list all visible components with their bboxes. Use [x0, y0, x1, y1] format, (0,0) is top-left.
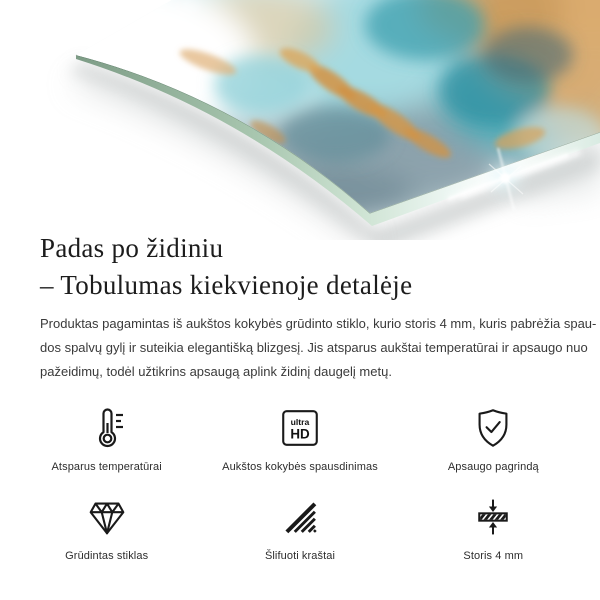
glass-panel-illustration: [0, 0, 600, 240]
feature-tempered-glass: [10, 493, 203, 562]
feature-label: Grūdintas stiklas: [65, 550, 149, 562]
feature-label: Aukštos kokybės spausdinimas: [222, 461, 378, 473]
shield-check-icon: [470, 404, 516, 452]
feature-protects-base: [397, 404, 590, 473]
feature-grid: [10, 404, 590, 562]
product-description: [40, 312, 597, 384]
svg-text:ultra: ultra: [290, 417, 310, 428]
feature-label: Atsparus temperatūrai: [51, 461, 162, 473]
page-title-line1: Padas po židiniu: [40, 233, 224, 263]
description-line: Produktas pagamintas iš aukštos kokybės grūdinto stiklo, kurio storis 4 mm, kuris pabrėžia spau-: [40, 316, 597, 331]
diamond-icon: [84, 493, 130, 541]
svg-text:HD: HD: [290, 426, 310, 442]
feature-polished-edges: [203, 493, 396, 562]
page-title-line2: – Tobulumas kiekvienoje detalėje: [40, 270, 413, 300]
marble-artwork: [0, 0, 600, 240]
description-line: dos spalvų gylį ir suteikia elegantišką blizgesį. Jis atsparus aukštai temperatūrai ir apsaugo nuo: [40, 340, 588, 355]
thermometer-icon: [83, 404, 131, 452]
feature-ultra-hd-print: [203, 404, 396, 473]
thickness-icon: [471, 493, 515, 541]
page-title: [40, 230, 412, 304]
description-line: pažeidimų, todėl užtikrins apsaugą aplink židinį daugelį metų.: [40, 364, 392, 379]
feature-label: Storis 4 mm: [463, 550, 524, 562]
feature-label: Apsaugo pagrindą: [447, 461, 539, 473]
feature-temperature-resistant: [10, 404, 203, 473]
product-image: [0, 0, 600, 240]
feature-thickness-4mm: [397, 493, 590, 562]
feature-label: Šlifuoti kraštai: [264, 550, 336, 562]
polished-edges-icon: [279, 493, 321, 541]
ultra-hd-icon: [277, 404, 323, 452]
